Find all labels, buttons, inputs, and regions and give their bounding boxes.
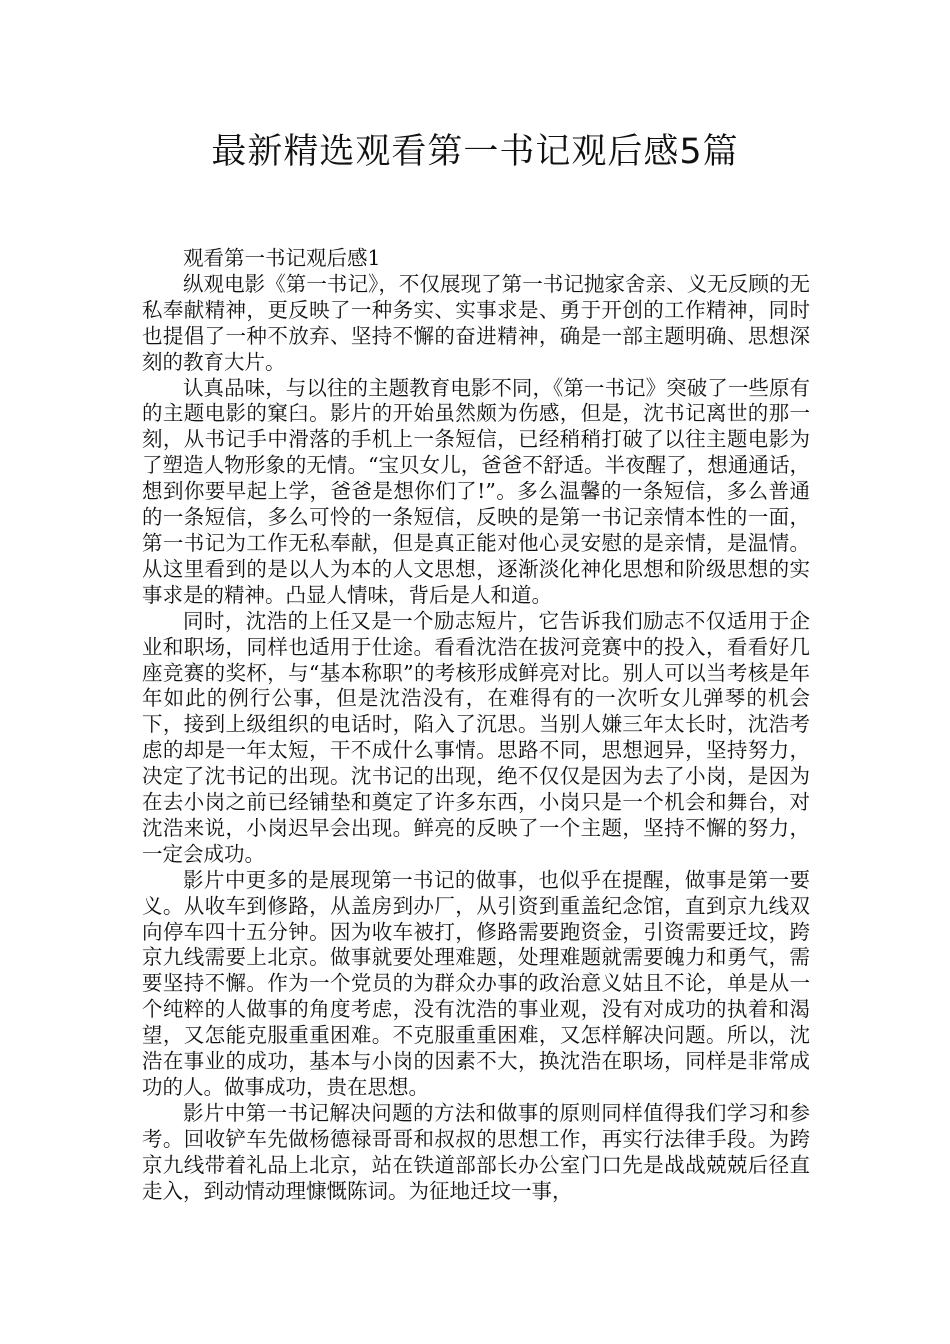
document-body xyxy=(142,246,810,1205)
paragraph: 认真品味，与以往的主题教育电影不同，《第一书记》突破了一些原有的主题电影的窠臼。影片的开始虽然颇为伤感，但是，沈书记离世的那一刻，从书记手中滑落的手机上一条短信，已经稍稍打破了以往主题电影为了塑造人物形象的无情。“宝贝女儿，爸爸不舒适。半夜醒了，想通通话，想到你要早起上学，爸爸是想你们了!”。多么温馨的一条短信，多么普通的一条短信，多么可怜的一条短信，反映的是第一书记亲情本性的一面，第一书记为工作无私奉献，但是真正能对他心灵安慰的是亲情，是温情。从这里看到的是以人为本的人文思想，逐渐淡化神化思想和阶级思想的实事求是的精神。凸显人情味，背后是人和道。 xyxy=(142,375,810,607)
paragraph: 影片中第一书记解决问题的方法和做事的原则同样值得我们学习和参考。回收铲车先做杨德禄哥哥和叔叔的思想工作，再实行法律手段。为跨京九线带着礼品上北京，站在铁道部部长办公室门口先是战战兢兢后径直走入，到动情动理慷慨陈词。为征地迁坟一事， xyxy=(142,1100,810,1203)
paragraph: 纵观电影《第一书记》，不仅展现了第一书记抛家舍亲、义无反顾的无私奉献精神，更反映了一种务实、实事求是、勇于开创的工作精神，同时也提倡了一种不放弃、坚持不懈的奋进精神，确是一部主题明确、思想深刻的教育大片。 xyxy=(142,271,810,374)
document-title: 最新精选观看第一书记观后感5篇 xyxy=(211,132,739,172)
paragraph: 影片中更多的是展现第一书记的做事，也似乎在提醒，做事是第一要义。从收车到修路，从盖房到办厂，从引资到重盖纪念馆，直到京九线双向停车四十五分钟。因为收车被打，修路需要跑资金，引资需要迁坟，跨京九线需要上北京。做事就要处理难题，处理难题就需要魄力和勇气，需要坚持不懈。作为一个党员的为群众办事的政治意义姑且不论，单是从一个纯粹的人做事的角度考虑，没有沈浩的事业观，没有对成功的执着和渴望，又怎能克服重重困难。不克服重重困难，又怎样解决问题。所以，沈浩在事业的成功，基本与小岗的因素不大，换沈浩在职场，同样是非常成功的人。做事成功，贵在思想。 xyxy=(142,867,810,1099)
paragraph: 同时，沈浩的上任又是一个励志短片，它告诉我们励志不仅适用于企业和职场，同样也适用于仕途。看看沈浩在拔河竞赛中的投入，看看好几座竞赛的奖杯，与“基本称职”的考核形成鲜亮对比。别人可以当考核是年年如此的例行公事，但是沈浩没有，在难得有的一次听女儿弹琴的机会下，接到上级组织的电话时，陷入了沉思。当别人嫌三年太长时，沈浩考虑的却是一年太短，干不成什么事情。思路不同，思想迥异，坚持努力，决定了沈书记的出现。沈书记的出现，绝不仅仅是因为去了小岗，是因为在去小岗之前已经铺垫和奠定了许多东西，小岗只是一个机会和舞台，对沈浩来说，小岗迟早会出现。鲜亮的反映了一个主题，坚持不懈的努力，一定会成功。 xyxy=(142,608,810,866)
section-heading: 观看第一书记观后感1 xyxy=(183,246,381,270)
